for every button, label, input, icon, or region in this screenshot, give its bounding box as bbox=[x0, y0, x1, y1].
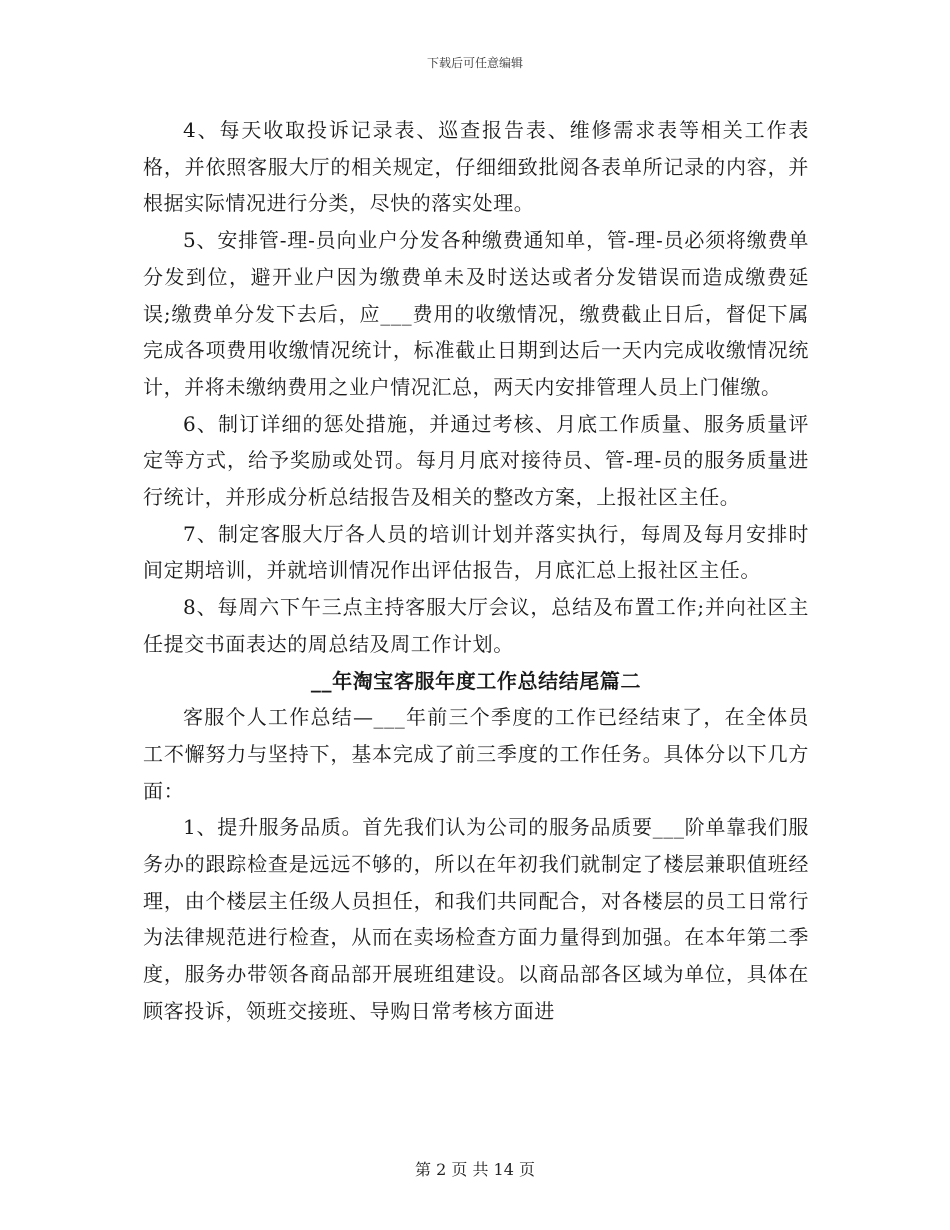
document-body bbox=[143, 112, 809, 1030]
paragraph-item-4: 4、每天收取投诉记录表、巡查报告表、维修需求表等相关工作表格，并依照客服大厅的相关规定，仔细细致批阅各表单所记录的内容，并根据实际情况进行分类，尽快的落实处理。 bbox=[143, 118, 809, 216]
paragraph-item-8: 8、每周六下午三点主持客服大厅会议，总结及布置工作;并向社区主任提交书面表达的周总结及周工作计划。 bbox=[143, 595, 809, 656]
paragraph-intro: 客服个人工作总结—___年前三个季度的工作已经结束了，在全体员工不懈努力与坚持下，基本完成了前三季度的工作任务。具体分以下几方面： bbox=[143, 705, 809, 803]
page-number: 第 2 页 共 14 页 bbox=[415, 1160, 535, 1179]
paragraph-item-5: 5、安排管-理-员向业户分发各种缴费通知单，管-理-员必须将缴费单分发到位，避开业户因为缴费单未及时送达或者分发错误而造成缴费延误;缴费单分发下去后，应___费用的收缴情况，缴费截止日后，督促下属完成各项费用收缴情况统计，标准截止日期到达后一天内完成收缴情况统计，并将未缴纳费用之业户情况汇总，两天内安排管理人员上门催缴。 bbox=[143, 228, 809, 399]
paragraph-service-quality: 1、提升服务品质。首先我们认为公司的服务品质要___阶单靠我们服务办的跟踪检查是远远不够的，所以在年初我们就制定了楼层兼职值班经理，由个楼层主任级人员担任，和我们共同配合，对各楼层的员工日常行为法律规范进行检查，从而在卖场检查方面力量得到加强。在本年第二季度，服务办带领各商品部开展班组建设。以商品部各区域为单位，具体在顾客投诉，领班交接班、导购日常考核方面进 bbox=[143, 815, 809, 1023]
page-header: 下载后可任意编辑 bbox=[426, 56, 523, 70]
paragraph-item-7: 7、制定客服大厅各人员的培训计划并落实执行，每周及每月安排时间定期培训，并就培训情况作出评估报告，月底汇总上报社区主任。 bbox=[143, 521, 809, 583]
section-title: __年淘宝客服年度工作总结结尾篇二 bbox=[310, 668, 642, 693]
paragraph-item-6: 6、制订详细的惩处措施，并通过考核、月底工作质量、服务质量评定等方式，给予奖励或处罚。每月月底对接待员、管-理-员的服务质量进行统计，并形成分析总结报告及相关的整改方案，上报社区主任。 bbox=[143, 411, 809, 510]
